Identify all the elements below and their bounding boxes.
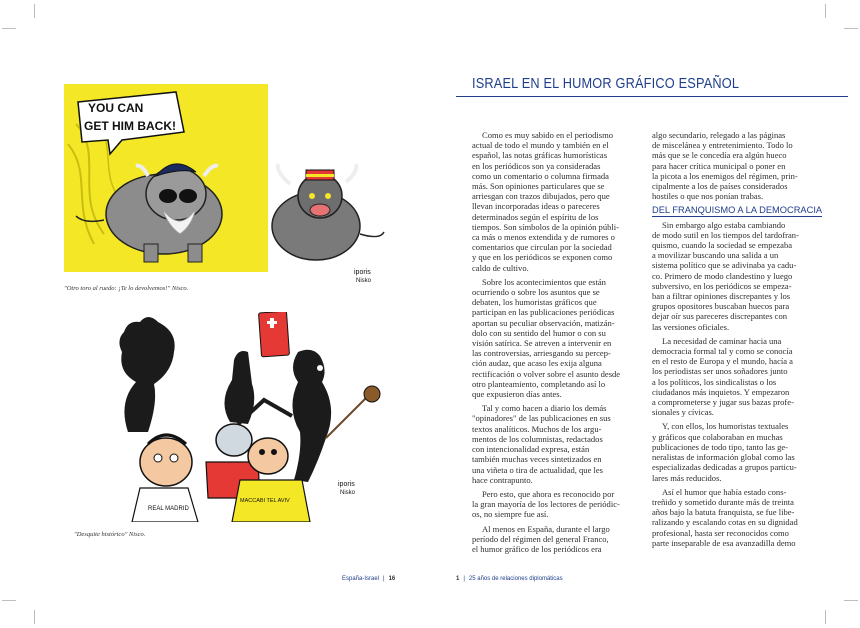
text-line: a los políticos, los sindicalistas o los <box>652 376 777 387</box>
text-line: ocurriendo o sobre los asuntos que se <box>472 287 600 298</box>
text-line: tiempos. Son símbolos de la opinión públi- <box>472 221 619 232</box>
text-line: os, no siempre fue así. <box>472 509 549 520</box>
text-line: comentarios que circulan por la sociedad <box>472 242 612 253</box>
text-line: años bajo la batuta franquista, se fue libe- <box>652 507 795 518</box>
text-line: los periodistas ser unos soñadores junto <box>652 366 788 377</box>
text-line: con intencionalidad expresa, están <box>472 444 590 455</box>
text-line: las controversias, arriesgando su percep- <box>472 348 611 359</box>
text-line: democracia formal tal y como se conocía <box>652 346 793 357</box>
text-line: especializadas dedicadas a grupos particu- <box>652 462 797 473</box>
text-line: y que en los periódicos se exponen como <box>472 252 613 263</box>
text-line: co. Primero de modo clandestino y luego <box>652 270 793 281</box>
text-line: para hacer crítica municipal o poner en <box>652 160 786 171</box>
paragraph <box>472 489 620 520</box>
text-column-1 <box>472 130 620 558</box>
text-line: Así el humor que había estado cons- <box>662 486 787 497</box>
text-line: parte inseparable de esa avanzadilla demo <box>652 537 796 548</box>
paragraph <box>652 487 822 548</box>
section-subheading <box>652 205 822 215</box>
text-column-2 <box>652 130 822 552</box>
title-rule <box>456 96 848 97</box>
text-line: "opinadores" de las publicaciones en sus <box>472 413 611 424</box>
text-line: a movilizar buscando una salida a un <box>652 250 779 261</box>
text-line: como un comentario o columna firmada <box>472 170 609 181</box>
paragraph <box>472 403 620 485</box>
text-line: sionales y cívicas. <box>652 407 714 418</box>
text-line: Y, con ellos, los humoristas textuales <box>662 421 789 432</box>
paragraph <box>652 220 822 332</box>
text-line: lares más reducidos. <box>652 472 722 483</box>
speech-line-1: YOU CAN <box>88 101 144 115</box>
crop-mark <box>844 28 858 29</box>
cartoon2-signature-1: iporis <box>338 481 355 488</box>
text-line: ciudadanos más inquietos. Y empezaron <box>652 386 790 397</box>
text-line: Sin embargo algo estaba cambiando <box>662 219 786 230</box>
text-line: Sobre los acontecimientos que están <box>482 276 606 287</box>
text-line: las versiones oficiales. <box>652 321 730 332</box>
shirt-label-maccabi: MACCABI TEL AVIV <box>240 498 290 504</box>
text-line: en el resto de Europa y el mundo, hacía a <box>652 356 793 367</box>
text-line: otro planteamiento, completando así lo <box>472 378 606 389</box>
left-page-number: 16 <box>388 576 396 582</box>
cartoon-bulls <box>64 84 388 294</box>
text-line: una viñeta o tira de actualidad, que les <box>472 464 603 475</box>
paragraph <box>652 336 822 418</box>
text-line: publicaciones de todo tipo, tanto las ge- <box>652 441 789 452</box>
text-line: hace contrapunto. <box>472 474 533 485</box>
crop-mark <box>825 610 826 624</box>
text-line: quismo, cuando la sociedad se empezaba <box>652 240 793 251</box>
article-title: ISRAEL EN EL HUMOR GRÁFICO ESPAÑOL <box>472 76 740 92</box>
text-line: cipalmente a los de países considerados <box>652 181 788 192</box>
paragraph <box>652 421 822 482</box>
right-folio <box>456 576 563 582</box>
text-line: caldo de cultivo. <box>472 262 529 273</box>
crop-mark <box>844 600 858 601</box>
text-line: Pero esto, que ahora es reconocido por <box>482 488 615 499</box>
text-line: La necesidad de caminar hacia una <box>662 335 782 346</box>
cartoon1-signature-1: iporis <box>354 269 371 276</box>
text-line: español, las notas gráficas humorísticas <box>472 150 608 161</box>
folio-separator: | <box>463 576 465 582</box>
cartoon2-caption: "Desquite histórico" Nisco. <box>74 531 146 538</box>
text-line: el humor gráfico de los periódicos era <box>472 543 602 554</box>
text-line: algo secundario, relegado a las páginas <box>652 130 786 140</box>
cartoon-football <box>88 312 384 522</box>
text-line: también muchas veces sintetizados en <box>472 454 602 465</box>
text-line: debaten, los humoristas gráficos que <box>472 297 597 308</box>
right-page-number: 1 <box>456 576 460 582</box>
text-line: ca más o menos extendida y de rumores o <box>472 232 615 243</box>
text-line: profesional, hasta ser reconocidos como <box>652 527 789 538</box>
text-line: que expusieron días antes. <box>472 389 562 400</box>
text-line: ción audaz, que acaso les exija alguna <box>472 358 602 369</box>
text-line: Tal y como hacen a diario los demás <box>482 403 607 414</box>
text-line: aportan su peculiar observación, matizán- <box>472 317 615 328</box>
text-line: ralizando y escalando cotas en su dignidad <box>652 517 798 528</box>
text-line: textos analíticos. Muchos de los argu- <box>472 423 602 434</box>
text-line: subversivo, en los periódicos se empeza- <box>652 280 792 291</box>
text-line: la picota a los enemigos del régimen, prin- <box>652 170 798 181</box>
folio-separator: | <box>383 576 385 582</box>
text-line: mentos de los columnistas, redactados <box>472 433 603 444</box>
text-line: llevan incorporadas ideas o pareceres <box>472 201 600 212</box>
shirt-label-real: REAL MADRID <box>148 506 189 512</box>
cartoon-football-drawing <box>88 312 384 522</box>
text-line: de miscelánea y entretenimiento. Todo lo <box>652 140 793 151</box>
text-line: más que se le concedía era algún hueco <box>652 150 787 161</box>
crop-mark <box>2 600 16 601</box>
text-line: neralistas de información global como las <box>652 452 795 463</box>
text-line: treñido y sometido durante más de treinta <box>652 496 794 507</box>
text-line: rectificación o volver sobre el asunto desde <box>472 368 621 379</box>
cartoon2-signature-2: Nisko <box>340 490 356 496</box>
text-line: arriesgan con trazos dibujados, pero que <box>472 191 610 202</box>
text-line: en los periódicos son ya consideradas <box>472 160 601 171</box>
text-line: sistema político que se adivinaba ya cadu- <box>652 260 797 271</box>
text-line: hostiles o que nos ponían trabas. <box>652 191 764 202</box>
text-line: la gran mayoría de los lectores de periódic- <box>472 499 620 510</box>
left-folio-label: España-Israel <box>342 576 380 582</box>
left-folio <box>342 576 395 582</box>
right-folio-label: 25 años de relaciones diplomáticas <box>468 576 563 582</box>
text-line: dejar oír sus pareceres discrepantes con <box>652 311 788 322</box>
text-line: Al menos en España, durante el largo <box>482 523 610 534</box>
crop-mark <box>34 610 35 624</box>
text-line: período del régimen del general Franco, <box>472 533 609 544</box>
crop-mark <box>34 4 35 18</box>
text-line: determinados según el espíritu de los <box>472 211 599 222</box>
text-line: visión satírica. Se atreven a intervenir en <box>472 338 612 349</box>
cartoon-bulls-drawing <box>64 84 388 294</box>
cartoon1-caption: "Otro toro al ruedo: ¡Te lo devolvemos!" Nisco. <box>64 285 189 292</box>
paragraph <box>472 277 620 399</box>
text-line: y gráficos que colaboraban en muchas <box>652 431 783 442</box>
text-line: grupos opositores buscaban huecos para <box>652 301 790 312</box>
text-line: de modo sutil en los tiempos del tardofran- <box>652 229 799 240</box>
paragraph <box>472 130 620 273</box>
text-line: ban a filtrar opiniones discrepantes y los <box>652 291 791 302</box>
text-line: participan en las publicaciones periódicas <box>472 307 615 318</box>
crop-mark <box>2 28 16 29</box>
speech-line-2: GET HIM BACK! <box>84 119 176 133</box>
text-line: actual de todo el mundo y también en el <box>472 140 609 151</box>
text-line: Como es muy sabido en el periodismo <box>482 130 614 140</box>
cartoon1-signature-2: Nisko <box>356 278 372 284</box>
paragraph <box>472 524 620 555</box>
section-subheading-text: DEL FRANQUISMO A LA DEMOCRACIA <box>652 205 823 216</box>
text-line: a comprometerse y jugar sus bazas profe- <box>652 397 794 408</box>
text-line: más. Son opiniones particulares que se <box>472 181 605 192</box>
paragraph <box>652 130 822 201</box>
text-line: dolo con su sentido del humor o con su <box>472 327 606 338</box>
crop-mark <box>825 4 826 18</box>
